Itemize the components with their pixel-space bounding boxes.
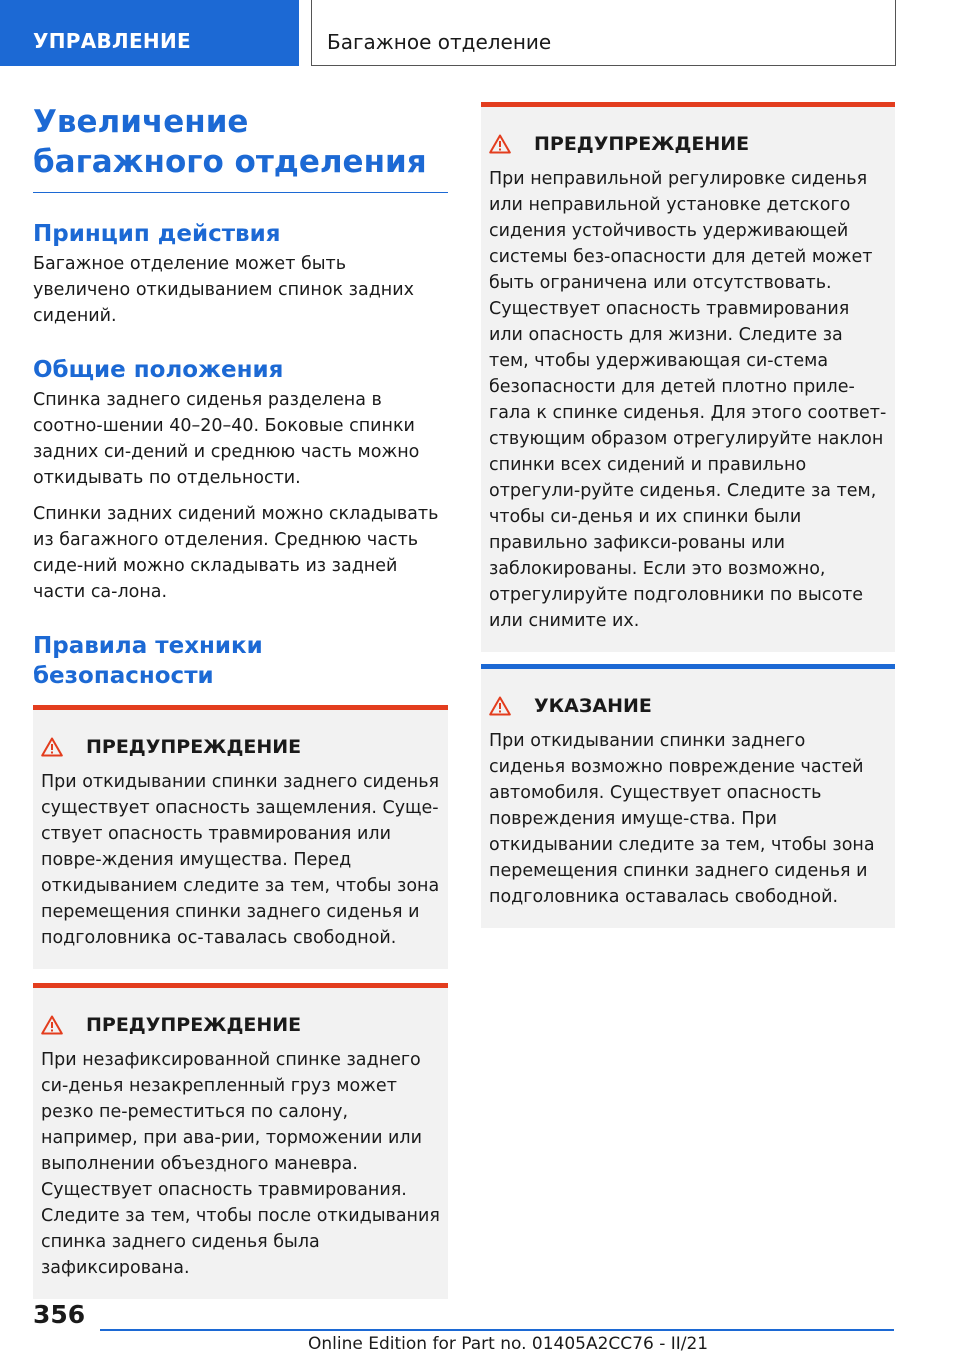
warning-triangle-icon (489, 134, 511, 154)
warning-title: ПРЕДУПРЕЖДЕНИЕ (534, 133, 750, 155)
notice-triangle-icon (489, 696, 511, 716)
notice-title: УКАЗАНИЕ (534, 695, 652, 717)
header-section-title: Багажное отделение (311, 0, 896, 66)
warning-triangle-icon (41, 1015, 63, 1035)
warning-box-2 (33, 983, 448, 1299)
warning-box-3 (481, 102, 895, 652)
warning-text: При откидывании спинки заднего сиденья существует опасность защемления. Суще-ствует опасность травмирования или повре-ждения имущества. Перед откидыванием следите за тем, чтобы зона перемещения спинки заднего сиденья и подголовника ос-тавалась свободной. (41, 772, 440, 948)
page-number: 356 (33, 1300, 86, 1329)
warning-text: При неправильной регулировке сиденья или неправильной установке детского сидения устойчивость удерживающей системы без-опасности для детей может быть ограничена или отсутствовать. Существует опасность травмирования или опасность для жизни. Следите за тем, чтобы удерживающая си-стема безопасности для детей плотно приле-гала к спинке сиденья. Для этого соответ-ствующим образом отрегулируйте наклон спинки всех сидений и правильно отрегули-руйте сиденья. Следите за тем, чтобы си-денья и их спинки были правильно зафикси-рованы или заблокированы. Если это возможно, отрегулируйте подголовники по высоте или снимите их. (489, 169, 887, 631)
footer-edition: Online Edition for Part no. 01405A2CC76 - II/21 (308, 1334, 709, 1354)
principle-text: Багажное отделение может быть увеличено откидыванием спинок задних сидений. (33, 254, 414, 326)
left-column (33, 102, 448, 1299)
general-text-1: Спинка заднего сиденья разделена в соотно-шении 40–20–40. Боковые спинки задних си-дений и среднюю часть можно откидывать по отдельности. (33, 390, 420, 488)
warning-text: При незафиксированной спинке заднего си-денья незакрепленный груз может резко пе-реместиться по салону, например, при ава-рии, торможении или выполнении объездного маневра. Существует опасность травмирования. Следите за тем, чтобы после откидывания спинка заднего сиденья была зафиксирована. (41, 1050, 440, 1278)
general-heading: Общие положения (33, 357, 284, 383)
safety-heading: Правила техники безопасности (33, 633, 263, 689)
warning-title: ПРЕДУПРЕЖДЕНИЕ (86, 736, 302, 758)
notice-text: При откидывании спинки заднего сиденья возможно повреждение частей автомобиля. Существует опасность повреждения имуще-ства. При откидывании следите за тем, чтобы зона перемещения спинки заднего сиденья и подголовника оставалась свободной. (489, 731, 875, 907)
warning-title: ПРЕДУПРЕЖДЕНИЕ (86, 1014, 302, 1036)
warning-box-1 (33, 705, 448, 969)
footer-divider (100, 1329, 894, 1331)
right-column (481, 102, 895, 928)
notice-box (481, 664, 895, 928)
page-title: Увеличение багажного отделения (33, 102, 448, 193)
header-tab[interactable]: УПРАВЛЕНИЕ (0, 0, 299, 66)
warning-triangle-icon (41, 737, 63, 757)
principle-heading: Принцип действия (33, 221, 281, 247)
general-text-2: Спинки задних сидений можно складывать из багажного отделения. Среднюю часть сиде-ний можно складывать из задней части са-лона. (33, 504, 439, 602)
